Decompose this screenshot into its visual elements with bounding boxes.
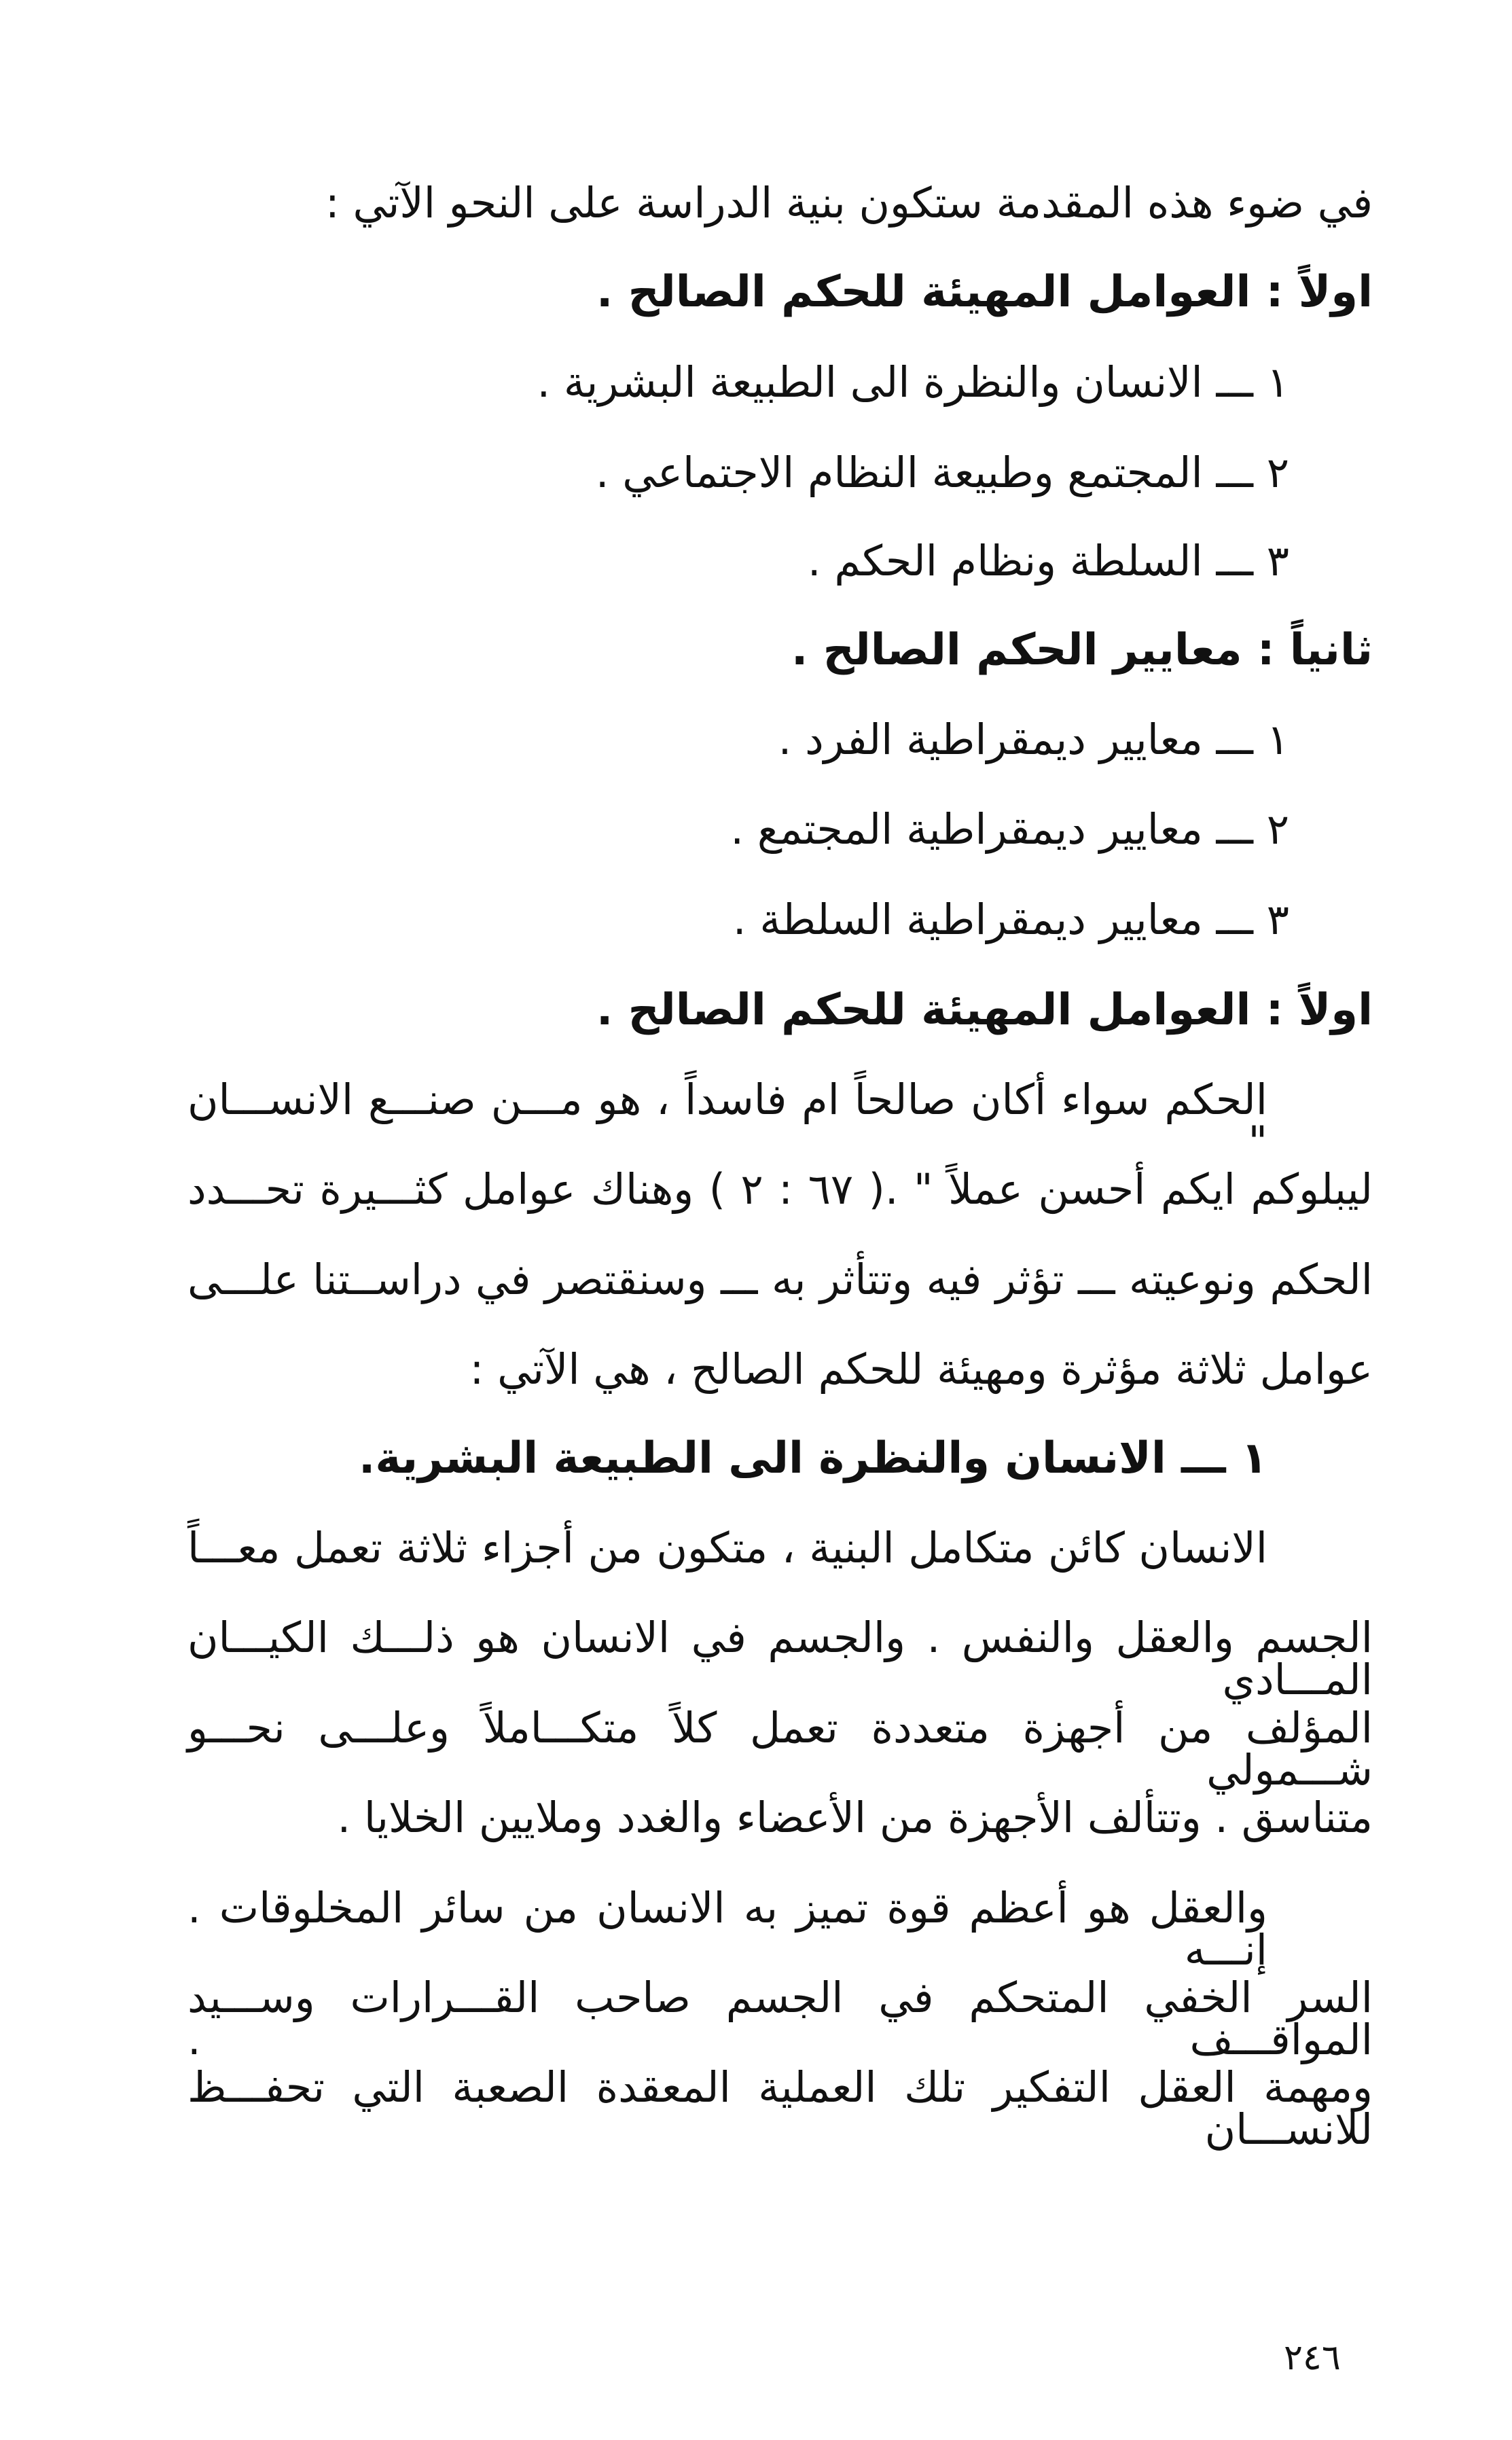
outline-item: ٣ ـــ السلطة ونظام الحكم .: [807, 536, 1289, 586]
paragraph-line: المؤلف من أجهزة متعددة تعمل كلاً متكـــاملاً وعلـــى نحـــو شـــمولي: [187, 1703, 1373, 1795]
outline-item: ١ ـــ معايير ديمقراطية الفرد .: [778, 715, 1289, 764]
page-number: ٢٤٦: [1284, 2337, 1341, 2378]
paragraph-line: الحكم ونوعيته ـــ تؤثر فيه وتتأثر به ـــ وسنقتصر في دراســتنا علـــى: [187, 1255, 1373, 1304]
paragraph-line: ليبلوكم ايكم أحسن عملاً " .( ٦٧ : ٢ ) وهناك عوامل كثـــيرة تحـــدد: [187, 1164, 1373, 1214]
intro-line: في ضوء هذه المقدمة ستكون بنية الدراسة على النحو الآتي :: [325, 178, 1373, 228]
outline-item: ٢ ـــ المجتمع وطبيعة النظام الاجتماعي .: [595, 448, 1289, 497]
paragraph-line: السر الخفي المتحكم في الجسم صاحب القـــرارات وســـيد المواقـــف .: [187, 1973, 1373, 2064]
outline-item: ١ ـــ الانسان والنظرة الى الطبيعة البشرية .: [537, 357, 1289, 407]
outline-item: ٣ ـــ معايير ديمقراطية السلطة .: [732, 895, 1289, 944]
paragraph-line: ومهمة العقل التفكير تلك العملية المعقدة الصعبة التي تحفـــظ للانســـان: [187, 2062, 1373, 2154]
paragraph-line: عوامل ثلاثة مؤثرة ومهيئة للحكم الصالح ، هي الآتي :: [469, 1344, 1373, 1394]
paragraph-line: والعقل هو أعظم قوة تميز به الانسان من سائر المخلوقات . إنـــه: [187, 1883, 1267, 1975]
paragraph-line: الجسم والعقل والنفس . والجسم في الانسان هو ذلـــك الكيـــان المـــادي: [187, 1613, 1373, 1704]
paragraph-line: متناسق . وتتألف الأجهزة من الأعضاء والغدد وملايين الخلايا .: [337, 1793, 1373, 1842]
subsection-heading: ١ ـــ الانسان والنظرة الى الطبيعة البشرية.: [359, 1433, 1267, 1484]
section-heading: ثانياً : معايير الحكم الصالح .: [791, 625, 1373, 675]
section-heading: اولاً : العوامل المهيئة للحكم الصالح .: [596, 985, 1373, 1035]
paragraph-line: الانسان كائن متكامل البنية ، متكون من أجزاء ثلاثة تعمل معـــاً: [187, 1523, 1267, 1573]
outline-item: ٢ ـــ معايير ديمقراطية المجتمع .: [730, 804, 1289, 854]
section-heading: اولاً : العوامل المهيئة للحكم الصالح .: [596, 267, 1373, 317]
paragraph-line: الحكم سواء أكان صالحاً ام فاسداً ، هو مـــن صنـــع الانســـان ": [187, 1075, 1267, 1166]
